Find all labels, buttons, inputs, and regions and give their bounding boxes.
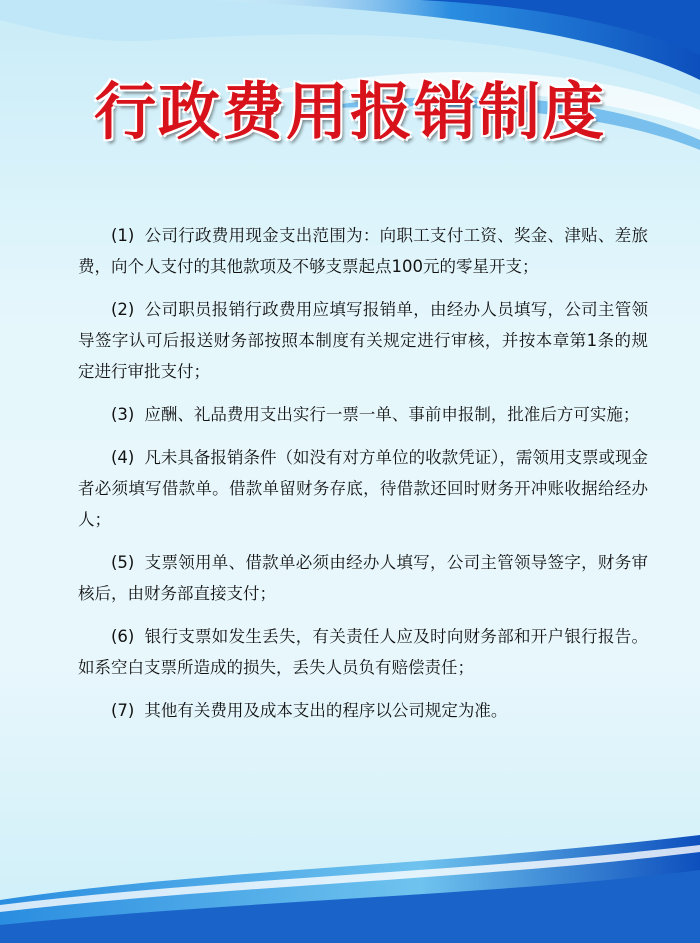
item-text: 公司行政费用现金支出范围为：向职工支付工资、奖金、津贴、差旅费，向个人支付的其他款项及不够支票起点100元的零星开支； <box>78 226 648 276</box>
regulation-item-6 <box>78 621 648 683</box>
regulation-item-3 <box>78 399 648 430</box>
item-text: 应酬、礼品费用支出实行一票一单、事前申报制，批准后方可实施； <box>144 405 640 424</box>
item-text: 银行支票如发生丢失，有关责任人应及时向财务部和开户银行报告。如系空白支票所造成的损失，丢失人员负有赔偿责任； <box>78 627 648 677</box>
regulation-body <box>78 220 648 738</box>
regulation-item-2 <box>78 294 648 387</box>
item-number: (6) <box>111 627 135 646</box>
item-text: 支票领用单、借款单必须由经办人填写，公司主管领导签字，财务审核后，由财务部直接支付； <box>78 553 648 603</box>
regulation-item-1 <box>78 220 648 282</box>
regulation-item-4 <box>78 442 648 535</box>
item-number: (7) <box>111 701 135 720</box>
item-number: (4) <box>111 448 135 467</box>
item-text: 其他有关费用及成本支出的程序以公司规定为准。 <box>144 701 508 720</box>
item-number: (5) <box>111 553 135 572</box>
item-number: (2) <box>111 300 135 319</box>
item-text: 凡未具备报销条件（如没有对方单位的收款凭证），需领用支票或现金者必须填写借款单。借款单留财务存底，待借款还回时财务开冲账收据给经办人； <box>78 448 648 529</box>
item-number: (1) <box>111 226 135 245</box>
regulation-item-5 <box>78 547 648 609</box>
regulation-item-7 <box>78 695 648 726</box>
item-text: 公司职员报销行政费用应填写报销单，由经办人员填写，公司主管领导签字认可后报送财务部按照本制度有关规定进行审核，并按本章第1条的规定进行审批支付； <box>78 300 648 381</box>
item-number: (3) <box>111 405 135 424</box>
page-title: 行政费用报销制度 <box>93 75 606 148</box>
